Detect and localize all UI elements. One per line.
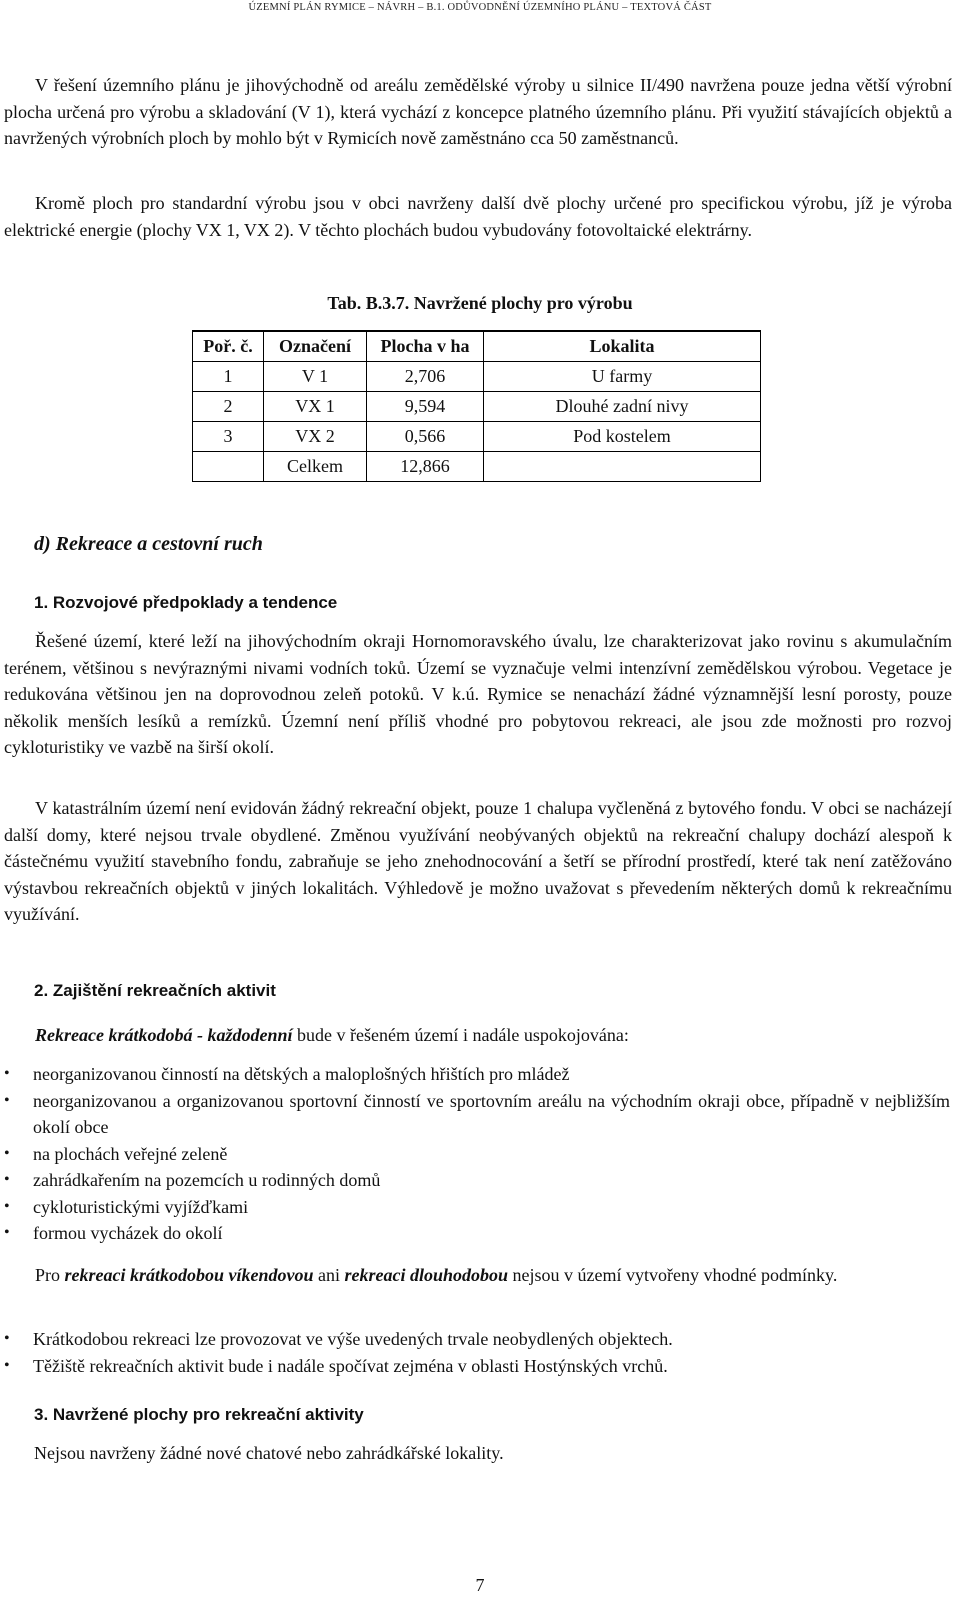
page-number: 7 xyxy=(475,1575,485,1595)
list-item xyxy=(0,1353,950,1380)
bullet-icon: • xyxy=(4,1091,10,1109)
total-label: Celkem xyxy=(264,452,367,482)
column-header: Lokalita xyxy=(484,331,761,362)
list-item xyxy=(0,1220,950,1247)
list-item-text: formou vycházek do okolí xyxy=(33,1223,223,1243)
table-cell: Pod kostelem xyxy=(484,422,761,452)
list-item-text: neorganizovanou a organizovanou sportovní činností ve sportovním areálu na východním okraji obce, případně v nejbližším okolí obce xyxy=(33,1090,950,1137)
column-header: Poř. č. xyxy=(193,331,264,362)
bullet-icon: • xyxy=(4,1144,10,1162)
paragraph-production-area: V řešení územního plánu je jihovýchodně od areálu zemědělské výroby u silnice II/490 navržena pouze jedna větší výrobní plocha určená pro výrobu a skladování (V 1), která vychází z koncepce platného územního plánu. Při využití stávajících objektů a navržených výrobních ploch by mohlo být v Rymicích nově zaměstnáno cca 50 zaměstnanců. xyxy=(4,75,952,148)
table-row xyxy=(193,422,761,452)
emphasis-text: rekreaci krátkodobou víkendovou xyxy=(64,1265,314,1285)
column-header: Označení xyxy=(264,331,367,362)
section-title: d) Rekreace a cestovní ruch xyxy=(34,533,263,555)
subsection-heading-1: 1. Rozvojové předpoklady a tendence xyxy=(34,593,338,612)
bullet-icon: • xyxy=(4,1224,10,1241)
recreation-activities-list xyxy=(0,1061,950,1247)
list-item-text: na plochách veřejné zeleně xyxy=(33,1143,228,1164)
recreation-notes-list xyxy=(0,1326,950,1379)
paragraph-text: bude v řešeném území i nadále uspokojována: xyxy=(292,1025,629,1045)
list-item-text: zahrádkařením na pozemcích u rodinných domů xyxy=(33,1170,381,1190)
bullet-icon: • xyxy=(4,1171,10,1188)
paragraph-specific-production: Kromě ploch pro standardní výrobu jsou v obci navrženy další dvě plochy určené pro specifickou výrobu, jíž je výroba elektrické energie (plochy VX 1, VX 2). V těchto plochách budou vybudovány fotovoltaické elektrárny. xyxy=(4,193,952,240)
page-header: ÚZEMNÍ PLÁN RYMICE – NÁVRH – B.1. ODŮVODNĚNÍ ÚZEMNÍHO PLÁNU – TEXTOVÁ ČÁST xyxy=(248,2,712,13)
list-item xyxy=(0,1167,950,1194)
table-cell: 1 xyxy=(193,362,264,392)
list-item-text: cykloturistickými vyjížďkami xyxy=(33,1196,249,1217)
total-value: 12,866 xyxy=(367,452,484,482)
table-cell: 2,706 xyxy=(367,362,484,392)
table-cell: V 1 xyxy=(264,362,367,392)
production-areas-table xyxy=(192,330,761,482)
table-caption: Tab. B.3.7. Navržené plochy pro výrobu xyxy=(327,293,633,313)
paragraph-recreation-objects: V katastrálním území není evidován žádný rekreační objekt, pouze 1 chalupa vyčleněná z bytového fondu. V obci se nacházejí další domy, které nejsou trvale obydlené. Změnou využívání neobývaných objektů na rekreační chalupy dochází alespoň k částečnému využití stavebního fondu, zabraňuje se jeho znehodnocování a šetří se přírodní prostředí, které tak není zatěžováno výstavbou rekreačních objektů v jiných lokalitách. Výhledově je možno uvažovat s převedením některých domů k rekreačnímu využívání. xyxy=(4,798,952,924)
list-item xyxy=(0,1061,950,1088)
list-item xyxy=(0,1326,950,1353)
paragraph-text: Pro xyxy=(35,1265,65,1285)
paragraph-short-term-recreation xyxy=(4,1022,952,1049)
table-cell: 9,594 xyxy=(367,392,484,422)
list-item-text: neorganizovanou činností na dětských a maloplošných hřištích pro mládež xyxy=(33,1064,570,1084)
emphasis-text: rekreaci dlouhodobou xyxy=(344,1265,509,1285)
paragraph-text: nejsou v území vytvořeny vhodné podmínky. xyxy=(508,1265,838,1285)
table-cell: 3 xyxy=(193,422,264,452)
paragraph-text: ani xyxy=(313,1265,345,1285)
emphasis-text: Rekreace krátkodobá - xyxy=(35,1025,208,1045)
table-cell: Dlouhé zadní nivy xyxy=(484,392,761,422)
list-item xyxy=(0,1194,950,1221)
bullet-icon: • xyxy=(4,1197,10,1215)
table-row xyxy=(193,362,761,392)
table-cell: 2 xyxy=(193,392,264,422)
table-row xyxy=(193,392,761,422)
column-header: Plocha v ha xyxy=(367,331,484,362)
table-cell: 0,566 xyxy=(367,422,484,452)
bullet-icon: • xyxy=(4,1065,10,1082)
table-cell: VX 1 xyxy=(264,392,367,422)
list-item-text: Těžiště rekreačních aktivit bude i nadále spočívat zejména v oblasti Hostýnských vrchů. xyxy=(33,1355,668,1376)
paragraph-territory: Řešené území, které leží na jihovýchodním okraji Hornomoravského úvalu, lze charakterizovat jako rovinu s akumulačním terénem, většinou s nevýraznými nivami vodních toků. Území se vyznačuje velmi intenzívní zemědělskou výrobou. Vegetace je redukována většinou jen na doprovodnou zeleň potoků. V k.ú. Rymice se nenachází žádné významnější lesní porosty, pouze několik menších lesíků a remízků. Územní není příliš vhodné pro pobytovou rekreaci, ale jsou zde možnosti pro rozvoj cykloturistiky ve vazbě na širší okolí. xyxy=(4,631,952,757)
table-cell: U farmy xyxy=(484,362,761,392)
subsection-heading-3: 3. Navržené plochy pro rekreační aktivity xyxy=(34,1405,364,1424)
list-item xyxy=(0,1088,950,1141)
table-header-row xyxy=(193,331,761,362)
table-cell: VX 2 xyxy=(264,422,367,452)
list-item xyxy=(0,1141,950,1168)
subsection-heading-2: 2. Zajištění rekreačních aktivit xyxy=(34,981,276,1000)
bullet-icon: • xyxy=(4,1356,10,1374)
paragraph-weekend-recreation xyxy=(4,1262,952,1289)
table-cell-empty xyxy=(484,452,761,482)
emphasis-text: každodenní xyxy=(207,1025,293,1045)
table-cell-empty xyxy=(193,452,264,482)
table-total-row xyxy=(193,452,761,482)
list-item-text: Krátkodobou rekreaci lze provozovat ve výše uvedených trvale neobydlených objektech. xyxy=(33,1329,673,1349)
bullet-icon: • xyxy=(4,1330,10,1347)
paragraph-no-new-localities: Nejsou navrženy žádné nové chatové nebo zahrádkářské lokality. xyxy=(34,1443,504,1463)
